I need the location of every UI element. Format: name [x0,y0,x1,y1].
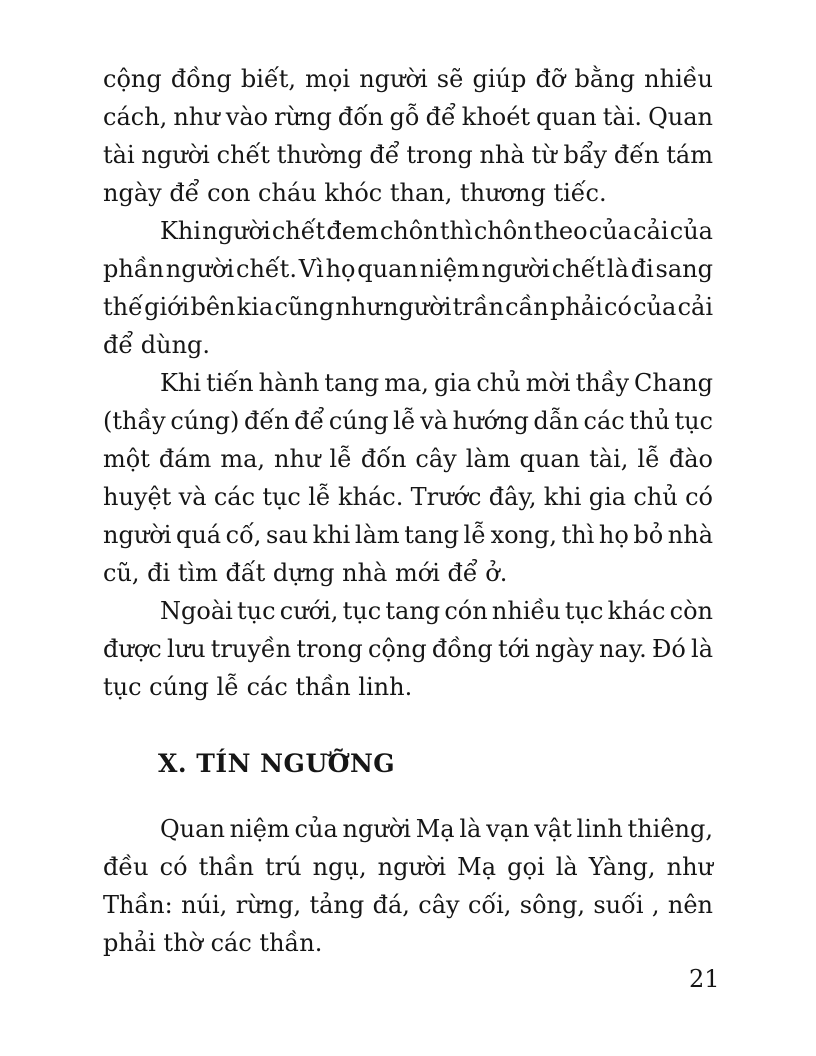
text-line [103,886,713,924]
text-line [103,848,713,886]
text-line-content: đều có thần trú ngụ, người Mạ gọi là Yàng, như [103,853,713,881]
text-line-content: cũ, đi tìm đất dựng nhà mới để ở. [103,559,508,587]
text-line-content: phần người chết. Vì họ quan niệm người chết là đi sang [103,255,714,283]
text-line [103,554,713,592]
text-line [103,592,713,630]
text-line [103,364,713,402]
text-line-content: phải thờ các thần. [103,929,323,957]
text-line [103,516,713,554]
text-line-content: để dùng. [103,331,211,359]
text-line [103,136,713,174]
text-line [103,326,713,364]
page-text-block [103,60,713,962]
text-line-content: được lưu truyền trong cộng đồng tới ngày nay. Đó là [103,635,714,663]
text-line-content: (thầy cúng) đến để cúng lễ và hướng dẫn các thủ tục [103,407,713,435]
text-line-content: Khi tiến hành tang ma, gia chủ mời thầy Chang [160,369,713,397]
text-line [103,174,713,212]
text-line-content: Thần: núi, rừng, tảng đá, cây cối, sông, suối , nên [103,891,713,919]
text-line-content: thế giới bên kia cũng như người trần cần phải có của cải [103,293,713,321]
text-line-content: một đám ma, như lễ đốn cây làm quan tài, lễ đào [103,445,713,473]
text-line-content: Khi người chết đem chôn thì chôn theo của cải của [160,217,713,245]
text-line-content: cách, như vào rừng đốn gỗ để khoét quan tài. Quan [103,103,713,131]
text-line [103,440,713,478]
text-line [103,924,713,962]
paragraph-funeral-rites [103,364,713,592]
text-line [103,60,713,98]
text-line [103,668,713,706]
text-line [103,810,713,848]
text-line-content: Ngoài tục cưới, tục tang cón nhiều tục khác còn [160,597,713,625]
paragraph-funeral-coffin [103,60,713,212]
page-number: 21 [689,965,720,993]
paragraph-burial-goods [103,212,713,364]
text-line [103,212,713,250]
text-line-content: ngày để con cháu khóc than, thương tiếc. [103,179,607,207]
paragraph-other-customs [103,592,713,706]
text-line-content: người quá cố, sau khi làm tang lễ xong, thì họ bỏ nhà [103,521,713,549]
text-line-content: tục cúng lễ các thần linh. [103,673,413,701]
text-line [103,250,713,288]
text-line-content: Quan niệm của người Mạ là vạn vật linh thiêng, [160,815,713,843]
text-line-content: cộng đồng biết, mọi người sẽ giúp đỡ bằng nhiều [103,65,713,93]
text-line [103,288,713,326]
text-line-content: huyệt và các tục lễ khác. Trước đây, khi gia chủ có [103,483,713,511]
text-line [103,478,713,516]
paragraph-beliefs [103,810,713,962]
text-line [103,98,713,136]
text-line [103,630,713,668]
text-line [103,402,713,440]
text-line-content: tài người chết thường để trong nhà từ bẩy đến tám [103,141,713,169]
section-heading: X. TÍN NGƯỠNG [158,749,396,778]
